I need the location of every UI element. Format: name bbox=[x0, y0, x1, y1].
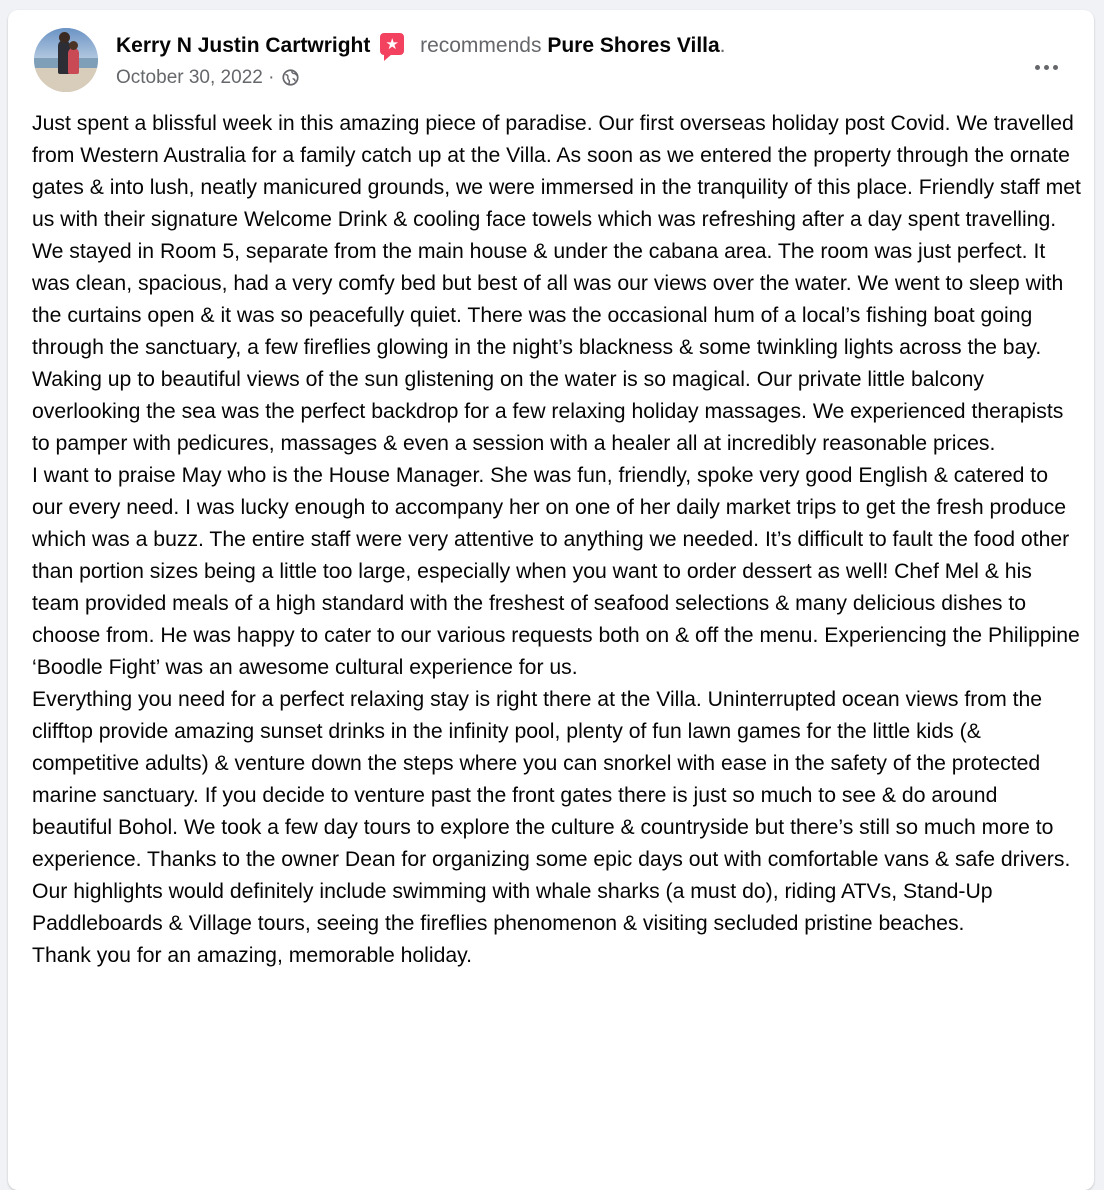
review-paragraph: We stayed in Room 5, separate from the main house & under the cabana area. The room was just perfect. It was clean, spacious, had a very comfy bed but best of all was our views over the water. We went to sleep with the curtains open & it was so peacefully quiet. There was the occasional hum of a local’s fishing boat going through the sanctuary, a few fireflies glowing in the night’s blackness & some twinkling lights across the bay. Waking up to beautiful views of the sun glistening on the water is so magical. Our private little balcony overlooking the sea was the perfect backdrop for a few relaxing holiday massages. We experienced therapists to pamper with pedicures, massages & even a session with a healer all at incredibly reasonable prices. bbox=[32, 240, 1064, 455]
more-horizontal-icon-dot bbox=[1053, 65, 1058, 70]
globe-icon[interactable] bbox=[282, 69, 299, 93]
recommends-label: recommends bbox=[420, 34, 542, 57]
page-name-link[interactable]: Pure Shores Villa bbox=[547, 34, 720, 57]
avatar-child-head bbox=[69, 41, 78, 50]
post-date[interactable]: October 30, 2022 bbox=[116, 67, 263, 88]
review-paragraph: Just spent a blissful week in this amazing piece of paradise. Our first overseas holiday post Covid. We travelled from Western Australia for a family catch up at the Villa. As soon as we entered the property through the ornate gates & into lush, neatly manicured grounds, we were immersed in the tranquility of this place. Friendly staff met us with their signature Welcome Drink & cooling face towels which was refreshing after a day spent travelling. bbox=[32, 112, 1081, 231]
page-suffix: . bbox=[719, 34, 726, 57]
avatar-child bbox=[68, 48, 79, 74]
post-header bbox=[34, 28, 1074, 92]
more-options-button[interactable] bbox=[1026, 52, 1066, 82]
more-horizontal-icon-dot bbox=[1044, 65, 1049, 70]
review-paragraph: Thank you for an amazing, memorable holiday. bbox=[32, 944, 473, 967]
meta-separator: · bbox=[268, 67, 275, 88]
recommend-badge-icon bbox=[380, 33, 404, 55]
post-title-line bbox=[116, 32, 726, 60]
post-meta bbox=[116, 66, 299, 93]
review-paragraph: Everything you need for a perfect relaxing stay is right there at the Villa. Uninterrupted ocean views from the clifftop provide amazing sunset drinks in the infinity pool, plenty of fun lawn games for the little kids (& competitive adults) & venture down the steps where you can snorkel with ease in the safety of the protected marine sanctuary. If you decide to venture past the front gates there is just so much to see & do around beautiful Bohol. We took a few day tours to explore the culture & countryside but there’s still so much more to experience. Thanks to the owner Dean for organizing some epic days out with comfortable vans & safe drivers. Our highlights would definitely include swimming with whale sharks (a must do), riding ATVs, Stand-Up Paddleboards & Village tours, seeing the fireflies phenomenon & visiting secluded pristine beaches. bbox=[32, 688, 1071, 935]
review-post-card bbox=[8, 10, 1094, 1190]
author-name[interactable]: Kerry N Justin Cartwright bbox=[116, 34, 371, 57]
avatar-person-head bbox=[59, 32, 70, 43]
review-paragraph: I want to praise May who is the House Manager. She was fun, friendly, spoke very good English & catered to our every need. I was lucky enough to accompany her on one of her daily market trips to get the fresh produce which was a buzz. The entire staff were very attentive to anything we needed. It’s difficult to fault the food other than portion sizes being a little too large, especially when you want to order dessert as well! Chef Mel & his team provided meals of a high standard with the freshest of seafood selections & many delicious dishes to choose from. He was happy to cater to our various requests both on & off the menu. Experiencing the Philippine ‘Boodle Fight’ was an awesome cultural experience for us. bbox=[32, 464, 1080, 679]
review-body bbox=[32, 108, 1082, 972]
more-horizontal-icon bbox=[1035, 65, 1040, 70]
avatar[interactable] bbox=[34, 28, 98, 92]
star-icon: ★ bbox=[385, 35, 399, 53]
